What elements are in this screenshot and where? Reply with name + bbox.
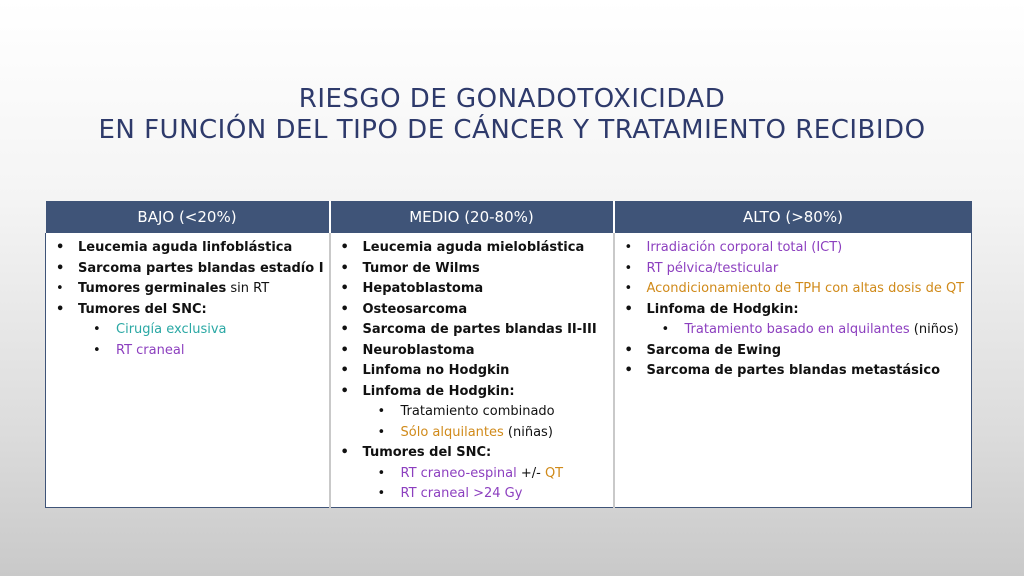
list-item	[46, 279, 329, 300]
sub-list-item	[331, 464, 613, 485]
header-medium: MEDIO (20-80%)	[330, 201, 614, 233]
list-item: • Sarcoma de partes blandas II-III	[331, 320, 613, 341]
list-item: • Hepatoblastoma	[331, 279, 613, 300]
high-risk-list	[615, 238, 972, 382]
title-line-1: RIESGO DE GONADOTOXICIDAD	[298, 84, 726, 114]
list-item: • Tumores del SNC:	[331, 443, 613, 464]
risk-table	[45, 201, 972, 508]
high-risk-cell	[614, 233, 972, 508]
medium-risk-cell	[330, 233, 614, 508]
item-text: QT	[544, 465, 564, 481]
list-item: • Leucemia aguda linfoblástica	[46, 238, 329, 259]
item-text: sin RT	[226, 281, 270, 296]
sub-list-item: • Tratamiento combinado	[331, 402, 613, 423]
header-low: BAJO (<20%)	[46, 201, 330, 233]
list-item: • Acondicionamiento de TPH con altas dosis de QT	[615, 279, 972, 300]
list-item: • Tumores del SNC:	[46, 300, 329, 321]
item-text: (niñas)	[503, 424, 553, 440]
item-text: Sólo alquilantes	[400, 424, 504, 440]
sub-list-item	[615, 320, 972, 341]
item-text: +/-	[516, 465, 545, 481]
list-item: • Linfoma no Hodgkin	[331, 361, 613, 382]
sub-list-item	[331, 423, 613, 444]
item-text: RT craneo-espinal	[400, 465, 517, 481]
sub-list-item: • Cirugía exclusiva	[46, 320, 329, 341]
list-item: • Linfoma de Hodgkin:	[331, 382, 613, 403]
list-item: • Linfoma de Hodgkin:	[615, 300, 972, 321]
slide-title	[0, 84, 1024, 146]
list-item: • Leucemia aguda mieloblástica	[331, 238, 613, 259]
sub-list-item: • RT craneal >24 Gy	[331, 484, 613, 505]
list-item: • Sarcoma de partes blandas metastásico	[615, 361, 972, 382]
list-item: • Sarcoma partes blandas estadío I	[46, 259, 329, 280]
list-item: • Sarcoma de Ewing	[615, 341, 972, 362]
medium-risk-list	[331, 238, 613, 505]
table-body-row	[46, 233, 972, 508]
low-risk-list	[46, 238, 329, 361]
list-item: • Irradiación corporal total (ICT)	[615, 238, 972, 259]
list-item: • Neuroblastoma	[331, 341, 613, 362]
list-item: • Osteosarcoma	[331, 300, 613, 321]
item-text: Tumores germinales	[78, 281, 227, 296]
list-item: • RT pélvica/testicular	[615, 259, 972, 280]
list-item: • Tumor de Wilms	[331, 259, 613, 280]
header-high: ALTO (>80%)	[614, 201, 972, 233]
title-line-2: EN FUNCIÓN DEL TIPO DE CÁNCER Y TRATAMIENTO RECIBIDO	[98, 115, 926, 145]
item-text: (niños)	[909, 322, 959, 337]
low-risk-cell	[46, 233, 330, 508]
item-text: Tratamiento basado en alquilantes	[684, 322, 910, 337]
table-header-row	[46, 201, 972, 233]
sub-list-item: • RT craneal	[46, 341, 329, 362]
